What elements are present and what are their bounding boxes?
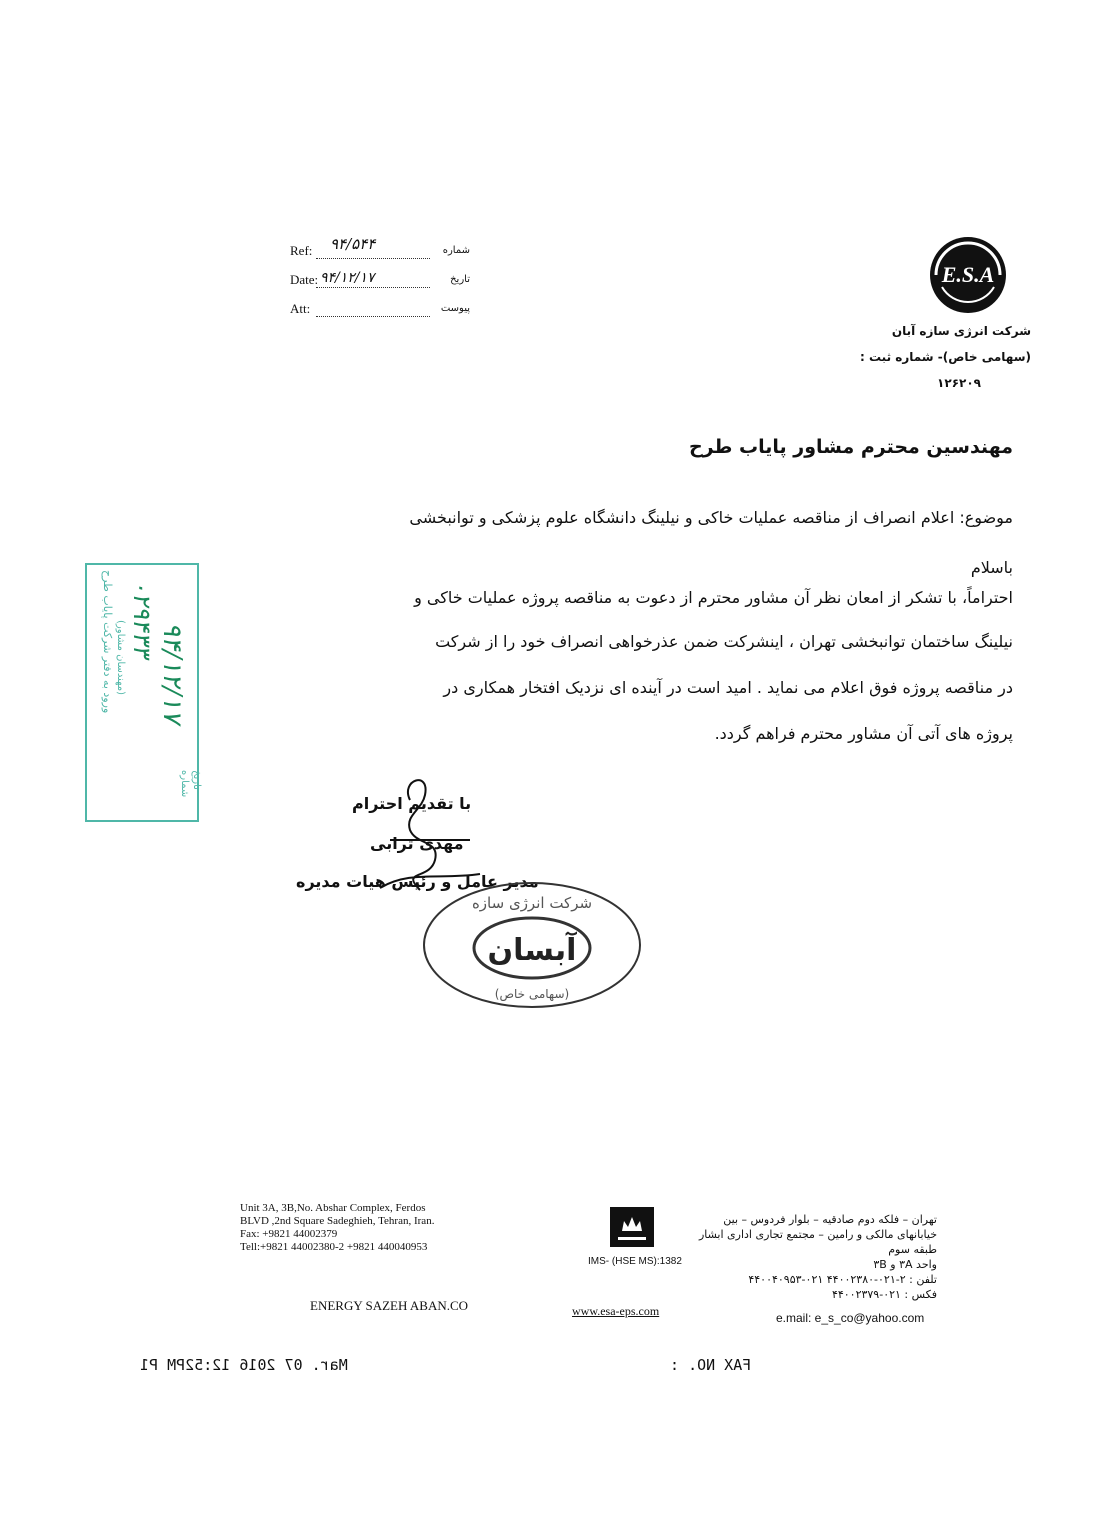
footer-en-line: Unit 3A, 3B,No. Abshar Complex, Ferdos bbox=[240, 1202, 426, 1214]
body-line: نیلینگ ساختمان توانبخشی تهران ، اینشرکت ضمن عذرخواهی انصراف خود را از شرکت bbox=[435, 632, 1013, 651]
logo-text: E.S.A bbox=[941, 262, 995, 287]
footer-fa-line: طبقه سوم bbox=[888, 1243, 937, 1256]
att-dotted-line bbox=[316, 316, 430, 317]
date-row bbox=[290, 272, 470, 292]
ref-label: Ref: bbox=[290, 243, 313, 258]
footer-en-line: Tell:+9821 44002380-2 +9821 440040953 bbox=[240, 1241, 428, 1253]
att-label-fa: پیوست bbox=[440, 303, 470, 314]
body-line: پروژه های آتی آن مشاور محترم فراهم گردد. bbox=[714, 724, 1013, 743]
company-type: (سهامی خاص)- شماره ثبت : bbox=[859, 350, 1031, 364]
att-row bbox=[290, 301, 470, 321]
date-label-fa: تاریخ bbox=[450, 274, 470, 285]
received-label-date: تاریخ bbox=[191, 770, 202, 790]
footer-en-line: BLVD ,2nd Square Sadeghieh, Tehran, Iran. bbox=[240, 1215, 435, 1227]
ref-value: ۹۴/۵۴۴ bbox=[330, 235, 376, 253]
ims-label: IMS- (HSE MS):1382 bbox=[588, 1256, 682, 1267]
footer-company-en: ENERGY SAZEH ABAN.CO bbox=[310, 1298, 469, 1313]
received-number: ۰۲۹۴۳۳ bbox=[128, 580, 156, 658]
ref-row bbox=[290, 235, 470, 263]
footer-fa-line: تلفن : ۲-۰۲۱-۴۴۰۰۲۳۸۰ ۰۲۱-۴۴۰۰۴۰۹۵۳ bbox=[748, 1273, 937, 1286]
recipient-heading: مهندسین محترم مشاور پایاب طرح bbox=[688, 436, 1013, 458]
att-label: Att: bbox=[290, 301, 311, 316]
date-value: ۹۴/۱۲/۱۷ bbox=[320, 270, 375, 286]
subject-line: موضوع: اعلام انصراف از مناقصه عملیات خاکی و نیلینگ دانشگاه علوم پزشکی و توانبخشی bbox=[409, 508, 1013, 527]
footer-address-en bbox=[240, 1202, 434, 1254]
fax-timestamp: Mar. 07 2016 12:52PM P1 bbox=[140, 1356, 348, 1374]
website-link[interactable]: www.esa-eps.com bbox=[572, 1304, 660, 1318]
company-logo bbox=[928, 235, 1008, 315]
company-stamp-top: شرکت انرژی سازه bbox=[471, 894, 593, 912]
received-org: ورود به دفتر شرکت پایاب طرح bbox=[101, 570, 114, 714]
body-line: در مناقصه پروژه فوق اعلام می نماید . امید است در آینده ای نزدیک افتخار همکاری در bbox=[443, 678, 1013, 697]
footer-fa-line: واحد ۳A و ۳B bbox=[873, 1258, 937, 1271]
received-label-number: شماره bbox=[179, 770, 190, 798]
date-dotted-line bbox=[316, 287, 430, 288]
received-stamp bbox=[82, 560, 202, 825]
received-sub: (مهندسان مشاور) bbox=[115, 620, 126, 695]
signature-title: مدیر عامل و رئیس هیات مدیره bbox=[296, 872, 539, 891]
ref-label-fa: شماره bbox=[442, 245, 470, 256]
fax-number: FAX NO. : bbox=[670, 1356, 752, 1374]
signature-closing: با تقدیم احترام bbox=[352, 794, 472, 813]
footer-fa-line: فکس : ۰۲۱-۴۴۰۰۲۳۷۹ bbox=[831, 1288, 937, 1301]
footer-fa-line: تهران – فلکه دوم صادقیه – بلوار فردوس – بین bbox=[723, 1213, 937, 1226]
footer-address-fa bbox=[677, 1212, 937, 1302]
company-info bbox=[821, 318, 1031, 396]
company-stamp-bottom: (سهامی خاص) bbox=[494, 987, 570, 1001]
footer-en-line: Fax: +9821 44002379 bbox=[240, 1228, 338, 1240]
footer-email[interactable]: e.mail: e_s_co@yahoo.com bbox=[776, 1311, 925, 1325]
company-name: شرکت انرژی سازه آبان bbox=[891, 324, 1031, 338]
company-reg-number: ۱۲۶۲۰۹ bbox=[937, 376, 981, 390]
ref-dotted-line bbox=[316, 258, 430, 259]
company-stamp-center: آبسان bbox=[487, 933, 577, 968]
greeting-line: باسلام bbox=[970, 558, 1013, 577]
ims-cert-icon bbox=[610, 1207, 654, 1247]
received-date: ۹۴/۱۲/۱۷ bbox=[157, 622, 187, 724]
date-label: Date: bbox=[290, 272, 319, 287]
signature-name: مهدی ترابی bbox=[370, 834, 464, 853]
body-line: احتراماً، با تشکر از امعان نظر آن مشاور محترم از دعوت به مناقصه پروژه عملیات خاکی و bbox=[414, 588, 1013, 607]
company-stamp bbox=[420, 878, 645, 1013]
footer-fa-line: خیابانهای مالکی و رامین – مجتمع تجاری اداری ابشار bbox=[698, 1228, 937, 1241]
